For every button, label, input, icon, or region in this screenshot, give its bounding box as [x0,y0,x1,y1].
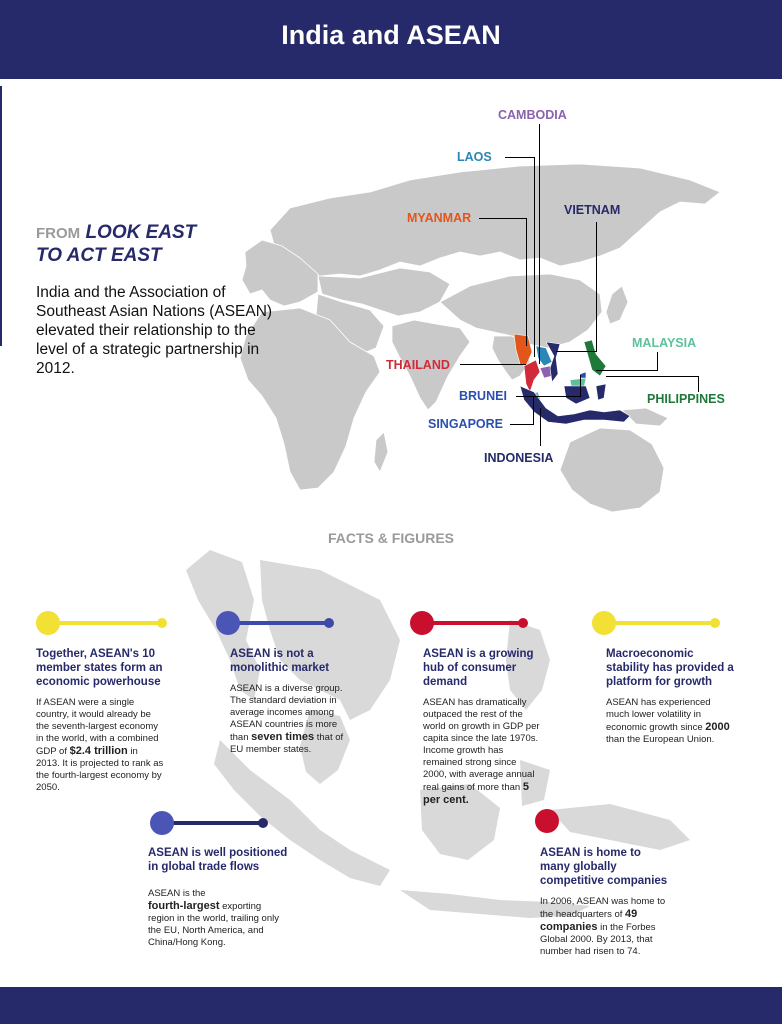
russia-landmass [270,164,720,276]
fact-heading: ASEAN is home to many globally competitive companies [540,847,668,887]
header-banner [0,0,782,79]
leader-malaysia-h [596,370,658,371]
leader-thailand [460,364,526,365]
fact-heading: ASEAN is not a monolithic market [230,648,330,674]
fact-body [423,697,541,807]
thailand-shape [524,360,540,392]
pin-fact-5 [150,811,272,835]
intro-heading [36,222,276,267]
fact-highlight: 2000 [705,721,730,733]
pin-fact-3 [410,611,532,635]
label-laos: LAOS [457,150,492,164]
fact-highlight: seven times [251,731,315,743]
label-indonesia: INDONESIA [484,451,554,465]
pin-fact-1 [36,611,176,635]
pin-end [518,618,528,628]
leader-singapore-v [533,396,534,425]
leader-philippines-v [698,376,699,392]
label-thailand: THAILAND [386,358,450,372]
pin-line [422,621,522,625]
fact-highlight: fourth-largest [148,900,220,912]
fact-text: ASEAN is a diverse group. The standard deviation in average incomes among ASEAN countries is more than [230,683,343,743]
pin-fact-2 [216,611,338,635]
fact-heading: Together, ASEAN's 10 member states form an economic powerhouse [36,648,163,688]
fact-2 [230,647,350,756]
madagascar-landmass [374,432,388,472]
label-myanmar: MYANMAR [407,211,472,225]
pin-fact-4 [592,611,724,635]
fact-3 [423,647,541,807]
pin-line [48,621,162,625]
fact-text: If ASEAN were a single country, it would already be the seventh-largest economy in the world, with a combined GDP of [36,697,159,757]
pin-fact-6 [535,809,561,833]
leader-myanmar-h [479,218,527,219]
indonesia-shape [520,384,630,424]
intro-block [36,222,276,378]
fact-text: that of EU member states. [230,732,344,755]
leader-cambodia [539,124,540,364]
pin-end [710,618,720,628]
pin-end [258,818,268,828]
intro-body: India and the Association of Southeast Asian Nations (ASEAN) elevated their relationship to the level of a strategic partnership in 2012. [36,284,273,377]
fact-highlight: 5 per cent. [423,781,529,806]
fact-text: ASEAN is the [148,888,206,899]
fact-6 [540,846,670,958]
fact-body [36,697,164,794]
fact-heading: ASEAN is a growing hub of consumer demand [423,648,534,688]
leader-myanmar-v [526,218,527,346]
leader-vietnam-v [596,222,597,352]
intro-from: FROM [36,225,81,242]
label-malaysia: MALAYSIA [632,336,697,350]
facts-title: FACTS & FIGURES [327,530,454,546]
leader-philippines-h [606,376,699,377]
fact-4 [606,647,734,746]
japan-landmass [606,286,628,324]
leader-vietnam-h [556,351,597,352]
pin-dot [36,611,60,635]
label-singapore: SINGAPORE [428,417,504,431]
fact-text: ASEAN has experienced much lower volatility in economic growth since [606,697,711,733]
fact-text: In 2006, ASEAN was home to the headquarters of [540,896,666,920]
australia-landmass [560,428,664,512]
pin-dot [216,611,240,635]
fact-1 [36,647,164,794]
fact-heading: Macroeconomic stability has provided a platform for growth [606,648,734,688]
fact-text: exporting region in the world, trailing only the EU, North America, and China/Hong Kong. [148,901,279,948]
leader-laos-h [505,157,535,158]
pin-end [324,618,334,628]
pin-dot [150,811,174,835]
fact-text: in 2013. It is projected to rank as the fourth-largest economy by 2050. [36,746,164,793]
pin-line [604,621,714,625]
label-brunei: BRUNEI [459,389,507,403]
pin-dot [535,809,559,833]
pin-dot [410,611,434,635]
label-philippines: PHILIPPINES [647,392,725,406]
leader-brunei-v [580,375,581,397]
pin-end [157,618,167,628]
pin-line [228,621,328,625]
pin-dot [592,611,616,635]
fact-body [230,683,350,756]
page-title: India and ASEAN [281,20,501,50]
footer-banner [0,987,782,1024]
fact-body [540,896,670,958]
leader-laos-v [534,157,535,357]
fact-text: ASEAN has dramatically outpaced the rest of the world on growth in GDP per capita since the late 1970s. Income growth has remained strong since 2000, with average annual real gains of more than [423,697,540,793]
leader-brunei-h [516,396,580,397]
fact-body [606,697,734,746]
intro-heading-line1: LOOK EAST [85,222,197,243]
leader-indonesia [540,408,541,446]
fact-text: in the Forbes Global 2000. By 2013, that number had risen to 74. [540,922,656,957]
fact-body [148,888,288,949]
label-vietnam: VIETNAM [564,203,621,217]
fact-heading: ASEAN is well positioned in global trade flows [148,847,288,873]
fact-highlight: 49 companies [540,908,638,933]
fact-highlight: $2.4 trillion [69,745,128,757]
pin-line [162,821,262,825]
label-cambodia: CAMBODIA [498,108,567,122]
fact-text: than the European Union. [606,734,715,745]
intro-heading-line2: TO ACT EAST [36,245,162,266]
leader-singapore-h [510,424,534,425]
fact-5 [148,846,288,949]
leader-malaysia-v [657,352,658,371]
